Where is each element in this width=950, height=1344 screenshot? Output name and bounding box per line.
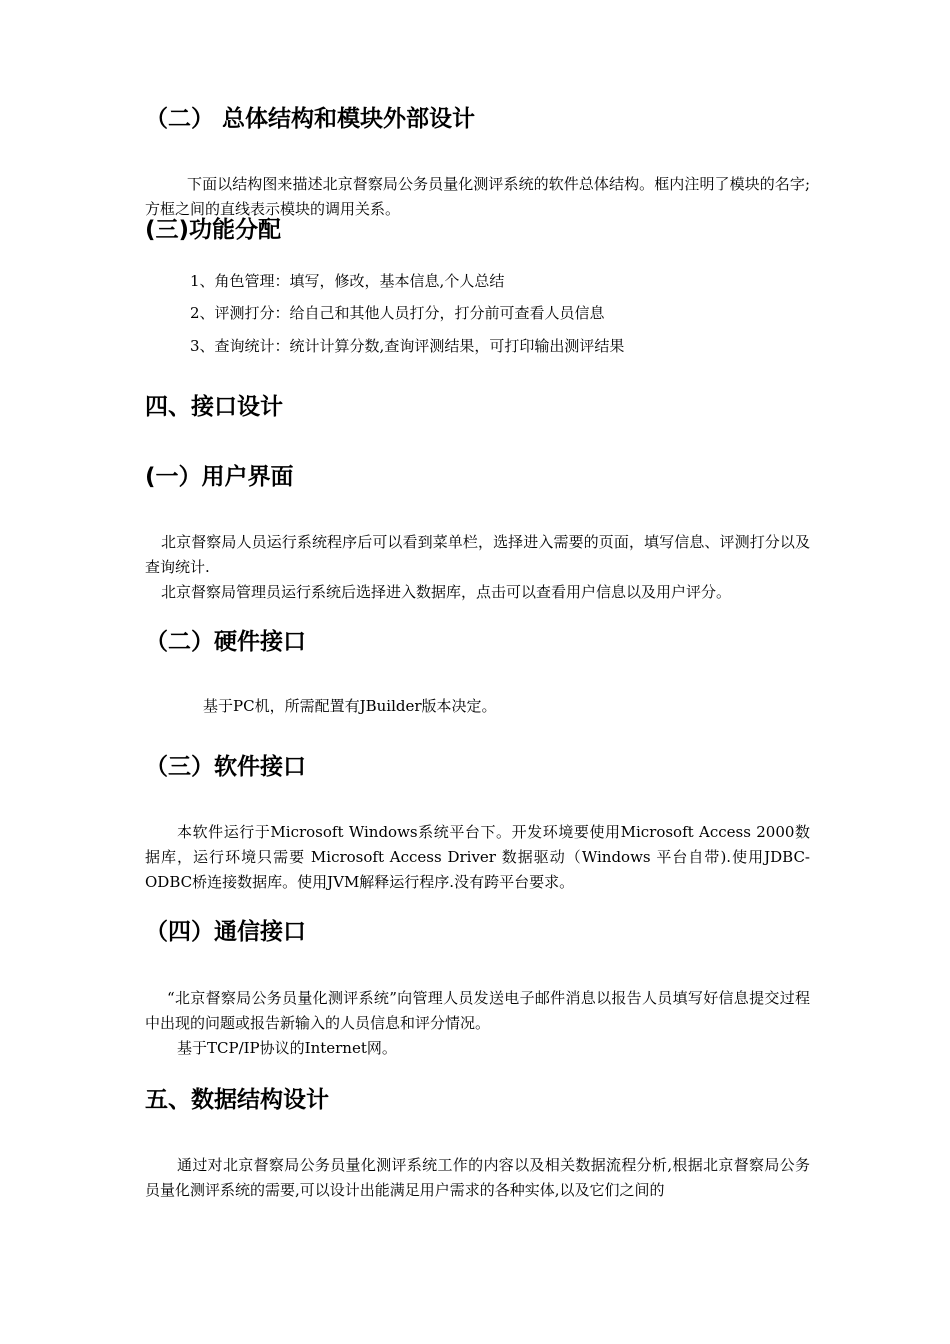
section-title-overall-structure: （二） 总体结构和模块外部设计 (145, 106, 476, 132)
section-title-user-interface: (一）用户界面 (145, 464, 294, 490)
paragraph-communication-interface-2: 基于TCP/IP协议的Internet网。 (177, 1039, 397, 1057)
section-title-function-allocation: (三)功能分配 (145, 217, 282, 243)
section-title-communication-interface: （四）通信接口 (145, 919, 306, 945)
function-item-3: 3、查询统计：统计计算分数,查询评测结果，可打印输出测评结果 (190, 337, 625, 355)
paragraph-data-structure-design: 通过对北京督察局公务员量化测评系统工作的内容以及相关数据流程分析,根据北京督察局公务员量化测评系统的需要,可以设计出能满足用户需求的各种实体,以及它们之间的 (145, 1156, 810, 1199)
function-item-1: 1、角色管理：填写，修改，基本信息,个人总结 (190, 272, 505, 290)
paragraph-user-interface-2: 北京督察局管理员运行系统后选择进入数据库，点击可以查看用户信息以及用户评分。 (161, 583, 732, 601)
paragraph-user-interface-1: 北京督察局人员运行系统程序后可以看到菜单栏，选择进入需要的页面，填写信息、评测打分以及查询统计. (145, 533, 810, 576)
chapter-title-data-structure-design: 五、数据结构设计 (145, 1087, 329, 1113)
function-item-2: 2、评测打分：给自己和其他人员打分，打分前可查看人员信息 (190, 304, 605, 322)
section-title-software-interface: （三）软件接口 (145, 754, 306, 780)
section-title-hardware-interface: （二）硬件接口 (145, 629, 306, 655)
paragraph-communication-interface-1: “北京督察局公务员量化测评系统”向管理人员发送电子邮件消息以报告人员填写好信息提交过程中出现的问题或报告新输入的人员信息和评分情况。 (145, 989, 810, 1032)
paragraph-overall-structure: 下面以结构图来描述北京督察局公务员量化测评系统的软件总体结构。框内注明了模块的名字;方框之间的直线表示模块的调用关系。 (145, 175, 810, 218)
chapter-title-interface-design: 四、接口设计 (145, 394, 283, 420)
paragraph-software-interface: 本软件运行于Microsoft Windows系统平台下。开发环境要使用Microsoft Access 2000数据库，运行环境只需要 Microsoft Access Driver 数据驱动（Windows 平台自带).使用JDBC-ODBC桥连接数据库。使用JVM解释运行程序.没有跨平台要求。 (145, 823, 810, 891)
paragraph-hardware-interface: 基于PC机，所需配置有JBuilder版本决定。 (203, 697, 497, 715)
